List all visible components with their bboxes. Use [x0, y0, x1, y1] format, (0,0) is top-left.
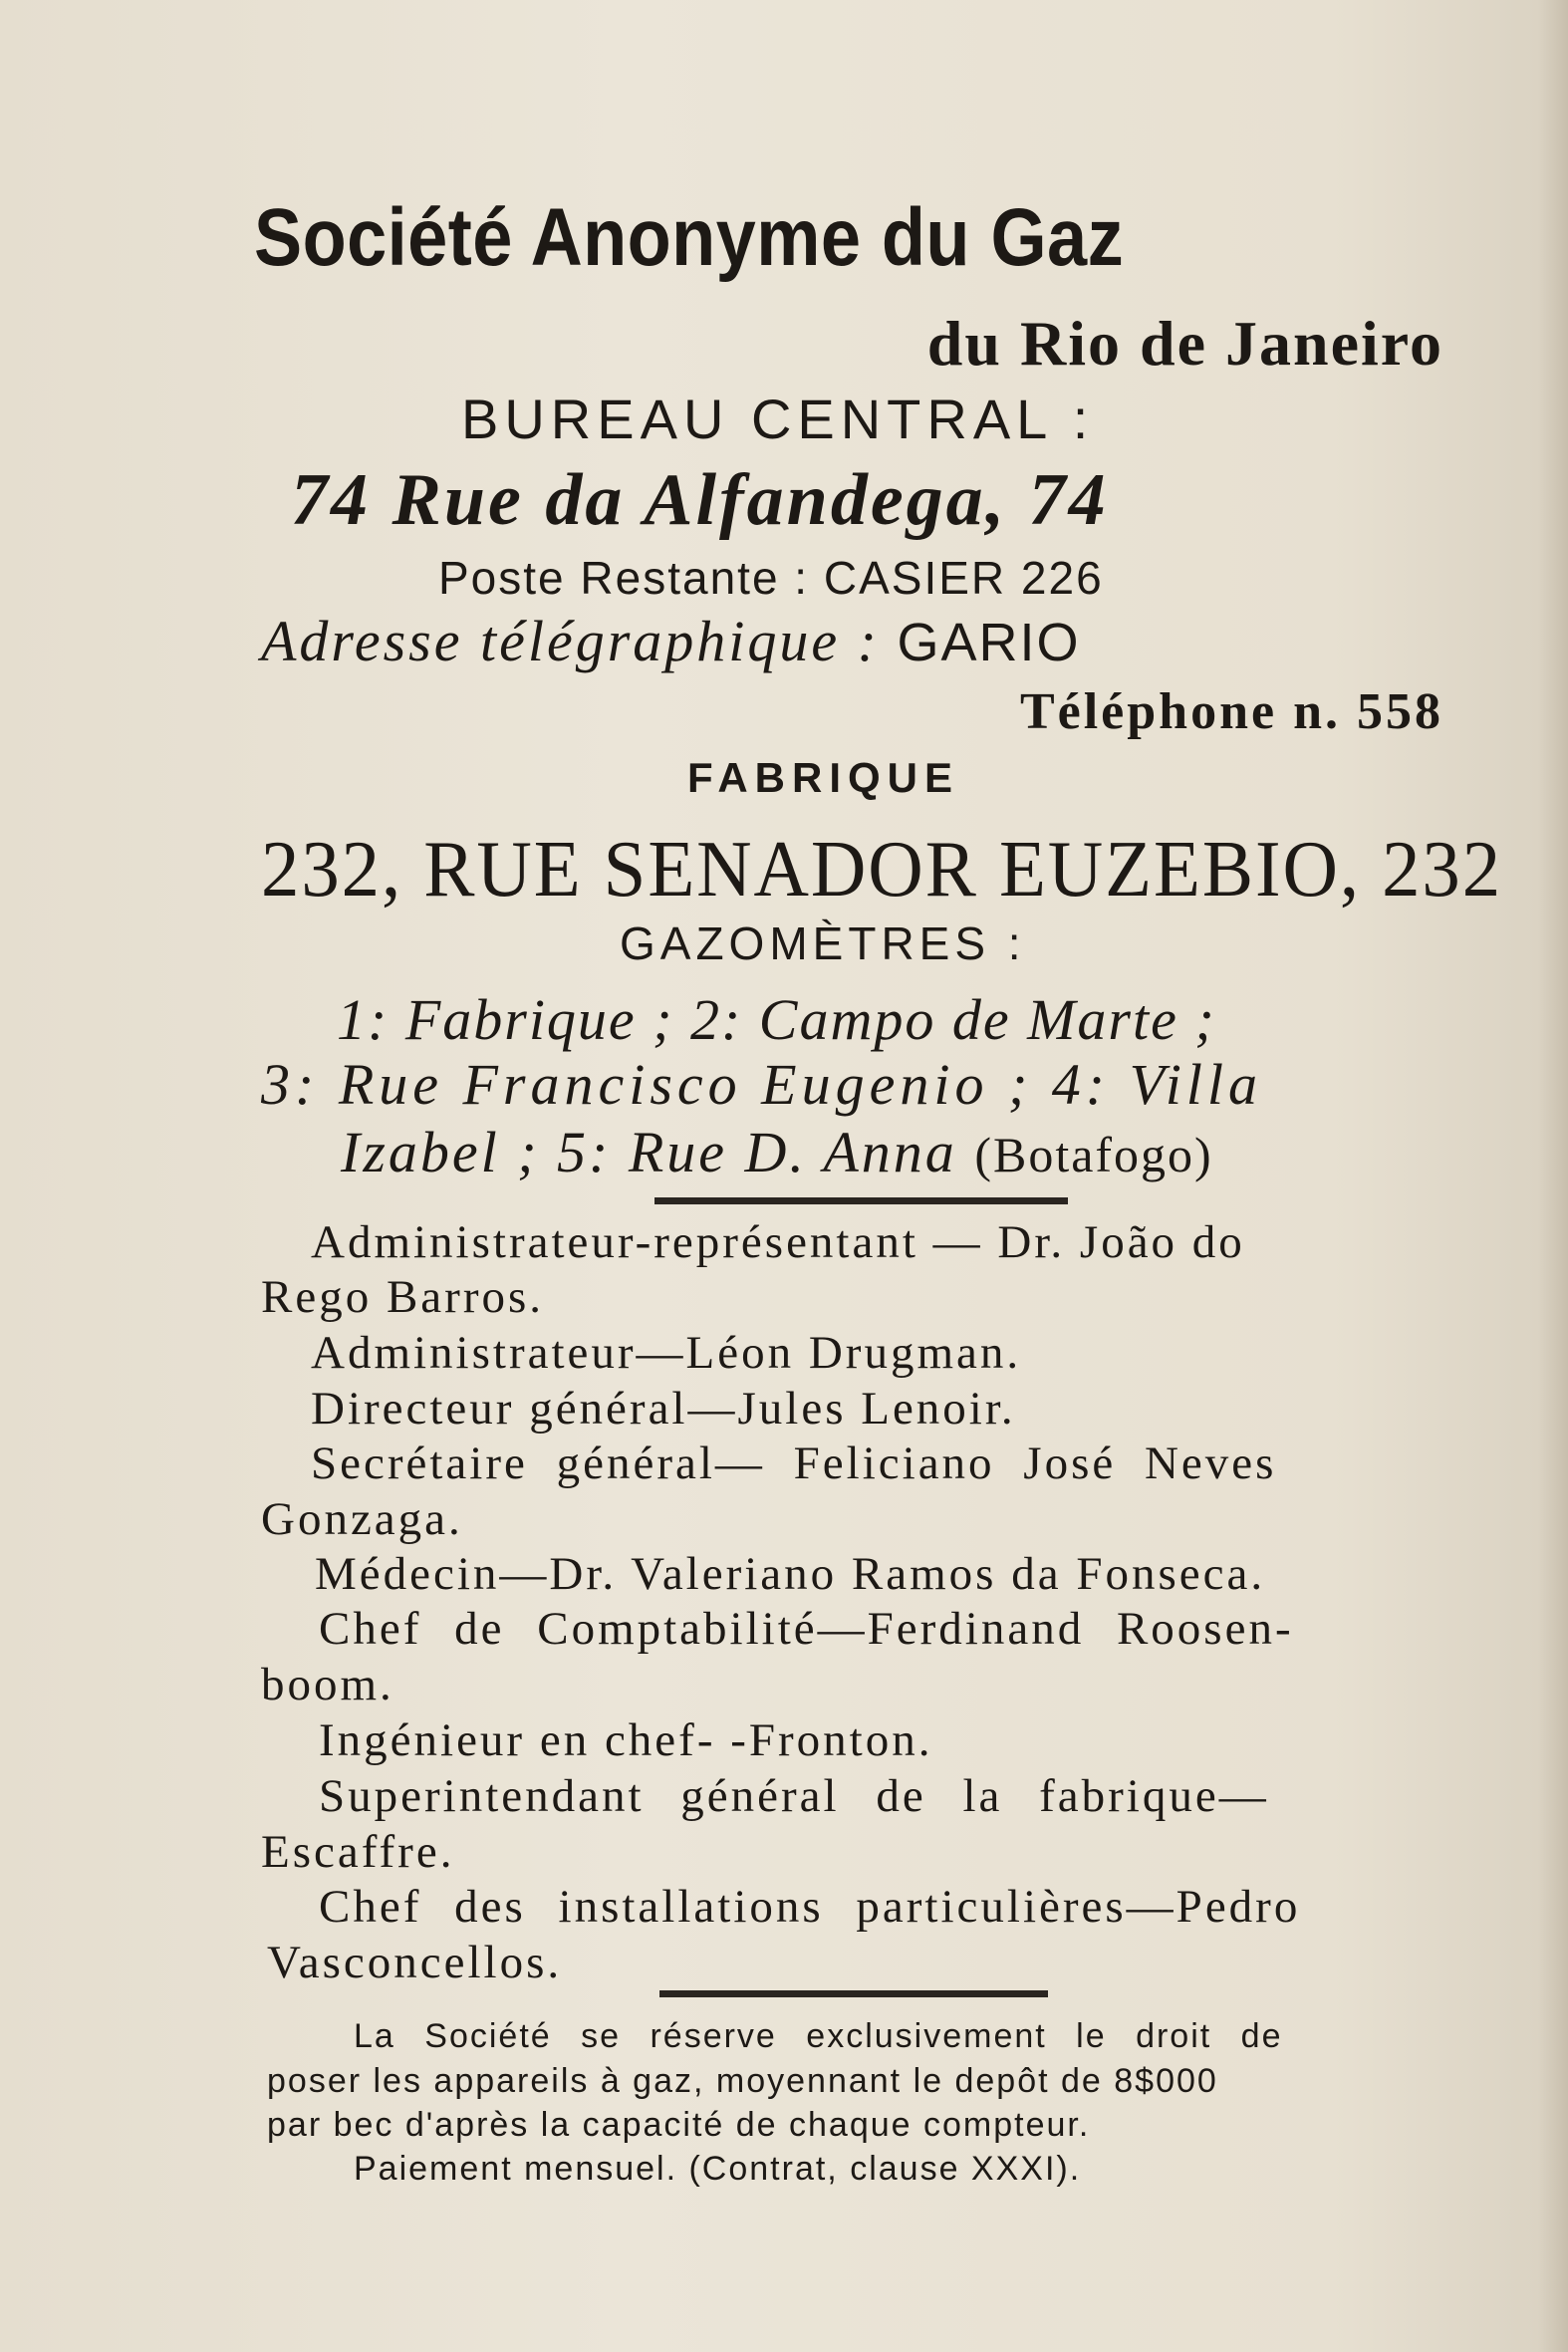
bureau-address: 74 Rue da Alfandega, 74 [291, 459, 1109, 541]
company-title: Société Anonyme du Gaz [254, 192, 1125, 283]
staff-line: Gonzaga. [261, 1493, 463, 1545]
gazometres-line [341, 1119, 1213, 1185]
poste-restante: Poste Restante : CASIER 226 [438, 552, 1104, 604]
bureau-central-heading: BUREAU CENTRAL : [461, 388, 1095, 450]
staff-line: boom. [261, 1659, 394, 1710]
divider-rule [654, 1197, 1068, 1204]
telephone-number: Téléphone n. 558 [1019, 683, 1443, 740]
note-line: par bec d'après la capacité de chaque compteur. [267, 2106, 1091, 2144]
staff-line: Escaffre. [261, 1826, 455, 1878]
page-edge-shadow [1538, 0, 1568, 2352]
gazometres-heading: GAZOMÈTRES : [620, 917, 1026, 969]
staff-line: Administrateur—Léon Drugman. [311, 1327, 1022, 1379]
staff-line: Ingénieur en chef- -Fronton. [319, 1714, 933, 1766]
gazometres-line-text: Izabel ; 5: Rue D. Anna [341, 1120, 957, 1184]
staff-line: Administrateur-représentant — Dr. João do [311, 1216, 1245, 1268]
telegraph-address [261, 608, 1080, 674]
staff-line: Vasconcellos. [267, 1937, 563, 1988]
staff-line: Chef de Comptabilité—Ferdinand Roosen- [319, 1603, 1294, 1655]
staff-line: Médecin—Dr. Valeriano Ramos da Fonseca. [315, 1548, 1266, 1600]
gazometres-line: 1: Fabrique ; 2: Campo de Marte ; [337, 987, 1216, 1052]
gazometres-line: 3: Rue Francisco Eugenio ; 4: Villa [261, 1052, 1263, 1117]
gazometres-note: (Botafogo) [974, 1127, 1213, 1182]
note-line: poser les appareils à gaz, moyennant le depôt de 8$000 [267, 2062, 1218, 2100]
staff-line: Directeur général—Jules Lenoir. [311, 1383, 1016, 1435]
fabrique-heading: FABRIQUE [687, 754, 960, 801]
fabrique-address: 232, RUE SENADOR EUZEBIO, 232 [261, 826, 1503, 914]
telegraph-code: GARIO [897, 613, 1081, 672]
staff-line: Chef des installations particulières—Pedro [319, 1881, 1301, 1933]
divider-rule [659, 1990, 1048, 1997]
telegraph-label: Adresse télégraphique : [261, 609, 880, 673]
staff-line: Rego Barros. [261, 1271, 545, 1323]
note-line: La Société se réserve exclusivement le droit de [354, 2017, 1283, 2055]
note-line: Paiement mensuel. (Contrat, clause XXXI). [354, 2150, 1082, 2188]
staff-line: Secrétaire général— Feliciano José Neves [311, 1437, 1277, 1489]
company-subtitle: du Rio de Janeiro [926, 308, 1443, 379]
staff-line: Superintendant général de la fabrique— [319, 1770, 1269, 1822]
